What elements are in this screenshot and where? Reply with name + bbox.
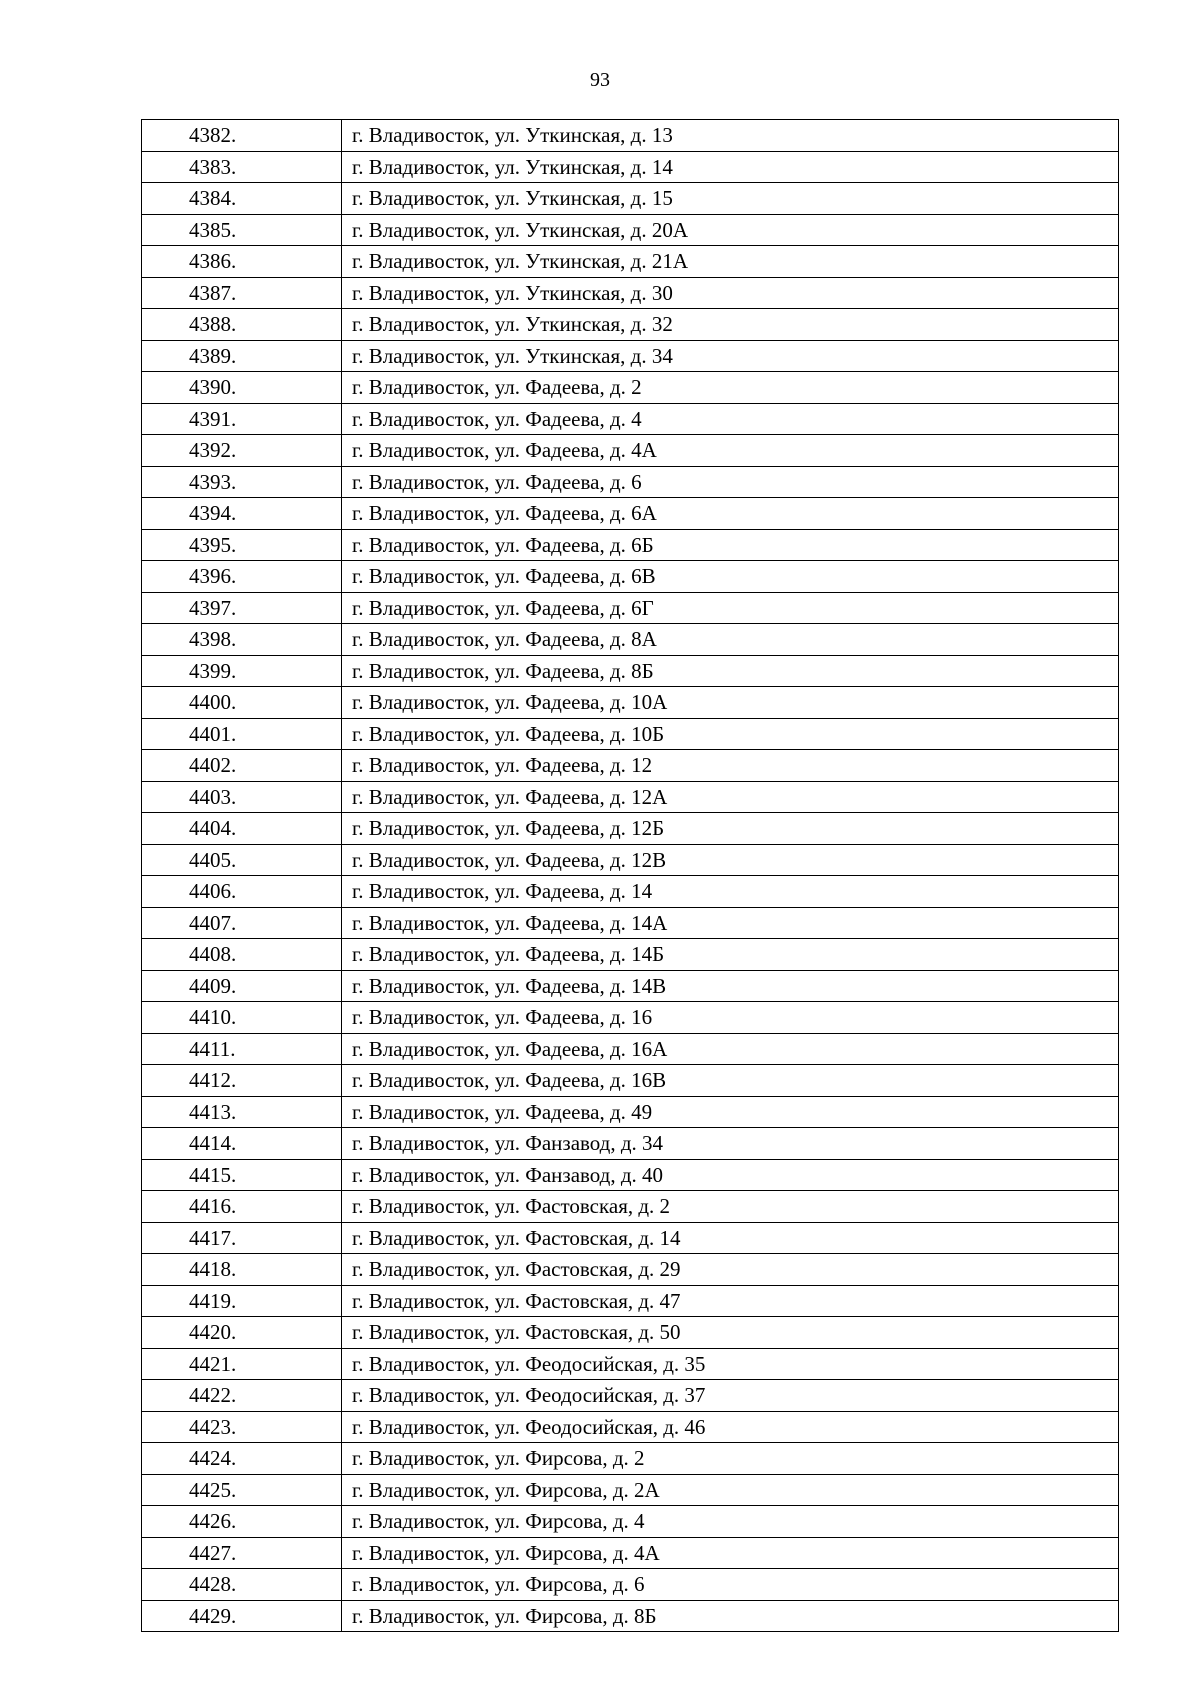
table-row: [142, 466, 1119, 498]
row-number-cell: 4425.: [142, 1474, 342, 1506]
table-row: [142, 813, 1119, 845]
table-row: [142, 1285, 1119, 1317]
row-number-cell: 4384.: [142, 183, 342, 215]
address-cell: г. Владивосток, ул. Фанзавод, д. 34: [342, 1128, 1119, 1160]
row-number-cell: 4419.: [142, 1285, 342, 1317]
row-number-cell: 4413.: [142, 1096, 342, 1128]
row-number-cell: 4415.: [142, 1159, 342, 1191]
row-number-cell: 4392.: [142, 435, 342, 467]
address-cell: г. Владивосток, ул. Уткинская, д. 14: [342, 151, 1119, 183]
address-cell: г. Владивосток, ул. Уткинская, д. 21А: [342, 246, 1119, 278]
table-row: [142, 1191, 1119, 1223]
row-number-cell: 4423.: [142, 1411, 342, 1443]
row-number-cell: 4396.: [142, 561, 342, 593]
address-cell: г. Владивосток, ул. Фастовская, д. 47: [342, 1285, 1119, 1317]
row-number-cell: 4408.: [142, 939, 342, 971]
row-number-cell: 4422.: [142, 1380, 342, 1412]
address-cell: г. Владивосток, ул. Фадеева, д. 8А: [342, 624, 1119, 656]
table-row: [142, 655, 1119, 687]
table-row: [142, 624, 1119, 656]
table-row: [142, 309, 1119, 341]
address-cell: г. Владивосток, ул. Уткинская, д. 30: [342, 277, 1119, 309]
address-cell: г. Владивосток, ул. Фадеева, д. 16В: [342, 1065, 1119, 1097]
table-row: [142, 876, 1119, 908]
address-cell: г. Владивосток, ул. Фадеева, д. 10Б: [342, 718, 1119, 750]
address-cell: г. Владивосток, ул. Фадеева, д. 14: [342, 876, 1119, 908]
address-cell: г. Владивосток, ул. Фадеева, д. 14Б: [342, 939, 1119, 971]
address-cell: г. Владивосток, ул. Фирсова, д. 4: [342, 1506, 1119, 1538]
address-cell: г. Владивосток, ул. Фадеева, д. 6Б: [342, 529, 1119, 561]
row-number-cell: 4428.: [142, 1569, 342, 1601]
table-row: [142, 1569, 1119, 1601]
address-cell: г. Владивосток, ул. Уткинская, д. 13: [342, 120, 1119, 152]
table-row: [142, 214, 1119, 246]
table-row: [142, 1443, 1119, 1475]
row-number-cell: 4395.: [142, 529, 342, 561]
row-number-cell: 4406.: [142, 876, 342, 908]
row-number-cell: 4394.: [142, 498, 342, 530]
row-number-cell: 4387.: [142, 277, 342, 309]
table-row: [142, 151, 1119, 183]
address-cell: г. Владивосток, ул. Фирсова, д. 2А: [342, 1474, 1119, 1506]
table-row: [142, 781, 1119, 813]
address-cell: г. Владивосток, ул. Фадеева, д. 14В: [342, 970, 1119, 1002]
table-row: [142, 498, 1119, 530]
table-row: [142, 340, 1119, 372]
address-cell: г. Владивосток, ул. Феодосийская, д. 46: [342, 1411, 1119, 1443]
row-number-cell: 4403.: [142, 781, 342, 813]
row-number-cell: 4418.: [142, 1254, 342, 1286]
table-row: [142, 1222, 1119, 1254]
address-cell: г. Владивосток, ул. Фадеева, д. 12Б: [342, 813, 1119, 845]
row-number-cell: 4389.: [142, 340, 342, 372]
address-cell: г. Владивосток, ул. Фадеева, д. 12В: [342, 844, 1119, 876]
address-cell: г. Владивосток, ул. Фастовская, д. 2: [342, 1191, 1119, 1223]
table-row: [142, 277, 1119, 309]
row-number-cell: 4386.: [142, 246, 342, 278]
address-cell: г. Владивосток, ул. Фастовская, д. 14: [342, 1222, 1119, 1254]
table-row: [142, 687, 1119, 719]
table-row: [142, 561, 1119, 593]
table-row: [142, 1096, 1119, 1128]
address-cell: г. Владивосток, ул. Фирсова, д. 4А: [342, 1537, 1119, 1569]
row-number-cell: 4391.: [142, 403, 342, 435]
row-number-cell: 4411.: [142, 1033, 342, 1065]
address-cell: г. Владивосток, ул. Феодосийская, д. 35: [342, 1348, 1119, 1380]
address-table-body: [142, 120, 1119, 1632]
address-cell: г. Владивосток, ул. Фастовская, д. 50: [342, 1317, 1119, 1349]
address-cell: г. Владивосток, ул. Фадеева, д. 6: [342, 466, 1119, 498]
table-row: [142, 246, 1119, 278]
table-row: [142, 435, 1119, 467]
row-number-cell: 4390.: [142, 372, 342, 404]
table-row: [142, 1474, 1119, 1506]
address-cell: г. Владивосток, ул. Уткинская, д. 34: [342, 340, 1119, 372]
address-table: [141, 119, 1119, 1632]
row-number-cell: 4421.: [142, 1348, 342, 1380]
address-cell: г. Владивосток, ул. Фанзавод, д. 40: [342, 1159, 1119, 1191]
row-number-cell: 4402.: [142, 750, 342, 782]
address-cell: г. Владивосток, ул. Уткинская, д. 20А: [342, 214, 1119, 246]
row-number-cell: 4427.: [142, 1537, 342, 1569]
table-row: [142, 1411, 1119, 1443]
address-cell: г. Владивосток, ул. Фадеева, д. 6А: [342, 498, 1119, 530]
row-number-cell: 4417.: [142, 1222, 342, 1254]
address-cell: г. Владивосток, ул. Фадеева, д. 14А: [342, 907, 1119, 939]
table-row: [142, 1002, 1119, 1034]
row-number-cell: 4416.: [142, 1191, 342, 1223]
table-row: [142, 1159, 1119, 1191]
row-number-cell: 4383.: [142, 151, 342, 183]
row-number-cell: 4388.: [142, 309, 342, 341]
table-row: [142, 1600, 1119, 1632]
row-number-cell: 4407.: [142, 907, 342, 939]
page-number: 93: [590, 69, 610, 91]
row-number-cell: 4420.: [142, 1317, 342, 1349]
row-number-cell: 4424.: [142, 1443, 342, 1475]
row-number-cell: 4412.: [142, 1065, 342, 1097]
row-number-cell: 4393.: [142, 466, 342, 498]
table-row: [142, 844, 1119, 876]
table-row: [142, 750, 1119, 782]
address-cell: г. Владивосток, ул. Фадеева, д. 4А: [342, 435, 1119, 467]
table-row: [142, 1537, 1119, 1569]
address-cell: г. Владивосток, ул. Фастовская, д. 29: [342, 1254, 1119, 1286]
address-cell: г. Владивосток, ул. Фирсова, д. 6: [342, 1569, 1119, 1601]
address-cell: г. Владивосток, ул. Фадеева, д. 4: [342, 403, 1119, 435]
address-cell: г. Владивосток, ул. Фадеева, д. 6Г: [342, 592, 1119, 624]
address-cell: г. Владивосток, ул. Фирсова, д. 8Б: [342, 1600, 1119, 1632]
row-number-cell: 4399.: [142, 655, 342, 687]
table-row: [142, 1254, 1119, 1286]
row-number-cell: 4426.: [142, 1506, 342, 1538]
table-row: [142, 1065, 1119, 1097]
table-row: [142, 718, 1119, 750]
table-row: [142, 592, 1119, 624]
table-row: [142, 372, 1119, 404]
table-row: [142, 907, 1119, 939]
address-cell: г. Владивосток, ул. Уткинская, д. 32: [342, 309, 1119, 341]
table-row: [142, 529, 1119, 561]
table-row: [142, 939, 1119, 971]
table-row: [142, 1033, 1119, 1065]
table-row: [142, 183, 1119, 215]
address-cell: г. Владивосток, ул. Феодосийская, д. 37: [342, 1380, 1119, 1412]
row-number-cell: 4414.: [142, 1128, 342, 1160]
address-cell: г. Владивосток, ул. Фадеева, д. 8Б: [342, 655, 1119, 687]
row-number-cell: 4401.: [142, 718, 342, 750]
row-number-cell: 4400.: [142, 687, 342, 719]
address-cell: г. Владивосток, ул. Фадеева, д. 12: [342, 750, 1119, 782]
row-number-cell: 4398.: [142, 624, 342, 656]
table-row: [142, 120, 1119, 152]
address-cell: г. Владивосток, ул. Фадеева, д. 10А: [342, 687, 1119, 719]
row-number-cell: 4397.: [142, 592, 342, 624]
address-cell: г. Владивосток, ул. Фадеева, д. 49: [342, 1096, 1119, 1128]
address-cell: г. Владивосток, ул. Уткинская, д. 15: [342, 183, 1119, 215]
table-row: [142, 1348, 1119, 1380]
address-cell: г. Владивосток, ул. Фирсова, д. 2: [342, 1443, 1119, 1475]
address-cell: г. Владивосток, ул. Фадеева, д. 6В: [342, 561, 1119, 593]
table-row: [142, 1380, 1119, 1412]
row-number-cell: 4429.: [142, 1600, 342, 1632]
row-number-cell: 4410.: [142, 1002, 342, 1034]
table-row: [142, 1317, 1119, 1349]
address-cell: г. Владивосток, ул. Фадеева, д. 16: [342, 1002, 1119, 1034]
table-row: [142, 403, 1119, 435]
row-number-cell: 4382.: [142, 120, 342, 152]
row-number-cell: 4405.: [142, 844, 342, 876]
row-number-cell: 4409.: [142, 970, 342, 1002]
table-row: [142, 1506, 1119, 1538]
row-number-cell: 4404.: [142, 813, 342, 845]
row-number-cell: 4385.: [142, 214, 342, 246]
address-cell: г. Владивосток, ул. Фадеева, д. 12А: [342, 781, 1119, 813]
address-cell: г. Владивосток, ул. Фадеева, д. 2: [342, 372, 1119, 404]
address-cell: г. Владивосток, ул. Фадеева, д. 16А: [342, 1033, 1119, 1065]
table-row: [142, 970, 1119, 1002]
table-row: [142, 1128, 1119, 1160]
